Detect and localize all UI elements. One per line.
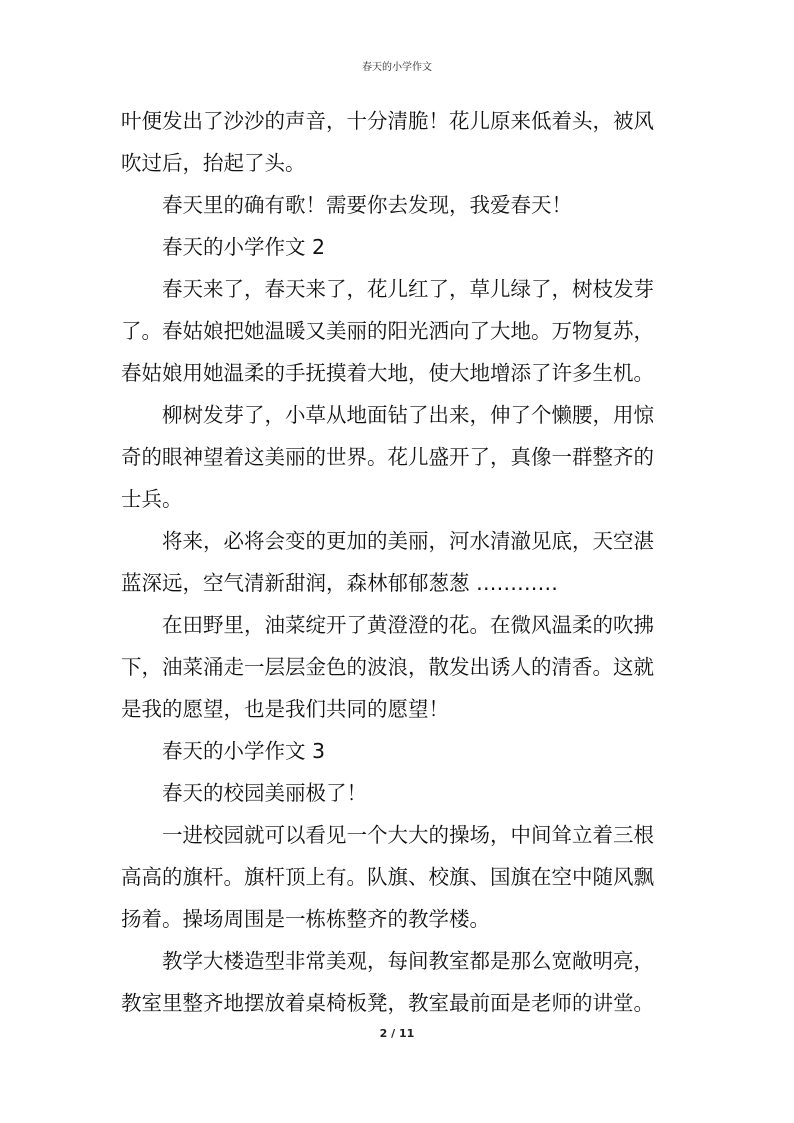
document-body — [121, 100, 677, 1024]
text-line: 一进校园就可以看见一个大大的操场，中间耸立着三根 — [162, 823, 654, 847]
text-line: 蓝深远，空气清新甜润，森林郁郁葱葱 ………… — [121, 571, 559, 595]
text-line: 春天的校园美丽极了！ — [162, 781, 367, 805]
text-line: 下，油菜涌走一层层金色的波浪，散发出诱人的清香。这就 — [121, 655, 654, 679]
text-line: 是我的愿望，也是我们共同的愿望！ — [121, 697, 449, 721]
text-line: 春姑娘用她温柔的手抚摸着大地，使大地增添了许多生机。 — [121, 361, 654, 385]
text-line: 柳树发芽了，小草从地面钻了出来，伸了个懒腰，用惊 — [162, 403, 654, 427]
text-line: 奇的眼神望着这美丽的世界。花儿盛开了，真像一群整齐的 — [121, 445, 654, 469]
text-line: 扬着。操场周围是一栋栋整齐的教学楼。 — [121, 907, 490, 931]
text-line: 高高的旗杆。旗杆顶上有。队旗、校旗、国旗在空中随风飘 — [121, 865, 654, 889]
section-heading: 春天的小学作文 2 — [162, 235, 326, 259]
page-header-title: 春天的小学作文 — [362, 62, 432, 73]
page-number: 2 / 11 — [379, 1027, 415, 1040]
text-line: 了。春姑娘把她温暖又美丽的阳光洒向了大地。万物复苏， — [121, 319, 654, 343]
text-line: 吹过后，抬起了头。 — [121, 151, 306, 175]
text-line: 教室里整齐地摆放着桌椅板凳，教室最前面是老师的讲堂。 — [121, 991, 654, 1015]
text-line: 叶便发出了沙沙的声音，十分清脆！花儿原来低着头，被风 — [121, 109, 654, 133]
text-line: 教学大楼造型非常美观，每间教室都是那么宽敞明亮， — [162, 949, 654, 973]
text-line: 将来，必将会变的更加的美丽，河水清澈见底，天空湛 — [162, 529, 654, 553]
text-line: 士兵。 — [121, 487, 183, 511]
section-heading: 春天的小学作文 3 — [162, 739, 326, 763]
text-line: 春天里的确有歌！需要你去发现，我爱春天！ — [162, 193, 572, 217]
text-line: 春天来了，春天来了，花儿红了，草儿绿了，树枝发芽 — [162, 277, 654, 301]
text-line: 在田野里，油菜绽开了黄澄澄的花。在微风温柔的吹拂 — [162, 613, 654, 637]
